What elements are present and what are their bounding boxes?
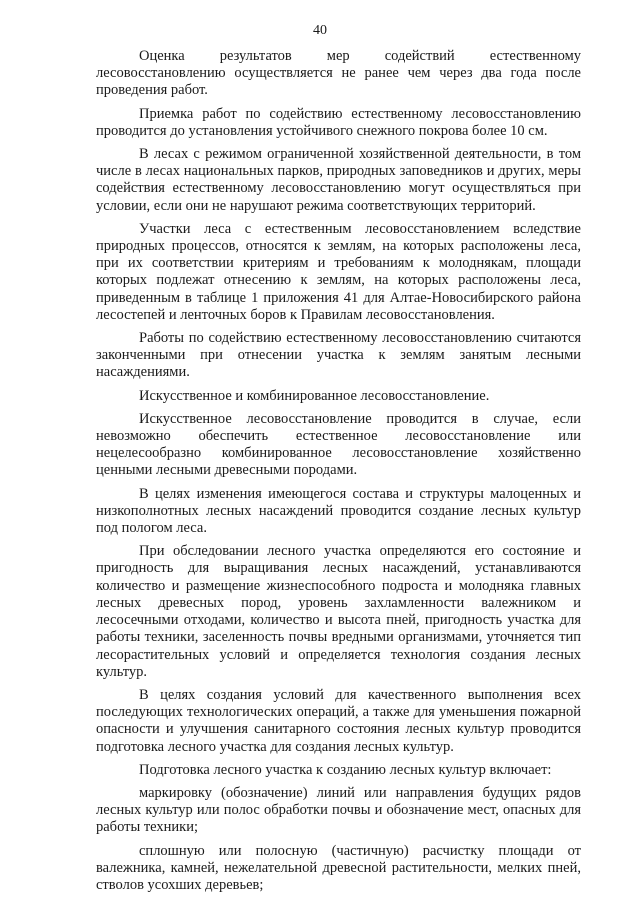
- list-item: маркировку (обозначение) линий или направления будущих рядов лесных культур или полос обработки почвы и обозначение мест, опасных для работы техники;: [96, 784, 581, 836]
- paragraph: Оценка результатов мер содействий естественному лесовосстановлению осуществляется не ранее чем через два года после проведения работ.: [96, 48, 581, 99]
- paragraph: Участки леса с естественным лесовосстановлением вследствие природных процессов, относятся к землям, на которых расположены леса, при их соответствии критериям и требованиям к молоднякам, площади которых подлежат отнесению к землям, на которых расположены леса, приведенным в таблице 1 приложения 41 для Алтае-Новосибирского района лесостепей и ленточных боров к Правилам лесовосстановления.: [96, 220, 581, 323]
- section-heading: Искусственное и комбинированное лесовосстановление.: [139, 387, 490, 404]
- paragraph: Работы по содействию естественному лесовосстановлению считаются законченными при отнесении участка к землям занятым лесными насаждениями.: [96, 330, 581, 381]
- document-body: [96, 48, 581, 894]
- paragraph: Подготовка лесного участка к созданию лесных культур включает:: [139, 761, 552, 778]
- paragraph: В лесах с режимом ограниченной хозяйственной деятельности, в том числе в лесах национальных парков, природных заповедников и других, меры содействия естественному лесовосстановлению могут осуществляться при условии, если они не нарушают режима соответствующих территорий.: [96, 146, 581, 214]
- page-number: 40: [313, 23, 327, 38]
- list-item: сплошную или полосную (частичную) расчистку площади от валежника, камней, нежелательной древесной растительности, мелких пней, стволов усохших деревьев;: [96, 842, 581, 893]
- paragraph: В целях создания условий для качественного выполнения всех последующих технологических операций, а также для уменьшения пожарной опасности и улучшения санитарного состояния лесных культур проводится подготовка лесного участка для создания лесных культур.: [96, 686, 581, 755]
- paragraph: В целях изменения имеющегося состава и структуры малоценных и низкополнотных лесных насаждений проводится создание лесных культур под пологом леса.: [96, 485, 581, 537]
- paragraph: Искусственное лесовосстановление проводится в случае, если невозможно обеспечить естественное лесовосстановление или нецелесообразно комбинированное лесовосстановление хозяйственно ценными лесными древесными породами.: [96, 410, 581, 479]
- paragraph: Приемка работ по содействию естественному лесовосстановлению проводится до установления устойчивого снежного покрова более 10 см.: [96, 105, 581, 139]
- paragraph: При обследовании лесного участка определяются его состояние и пригодность для выращивания лесных насаждений, устанавливаются количество и размещение жизнеспособного подроста и молодняка главных лесных древесных пород, уровень захламленности валежником и лесосечными отходами, количество и высота пней, пригодность участка для работы техники, заселенность почвы вредными организмами, уточняется тип лесорастительных условий и определяется технология создания лесных культур.: [96, 543, 581, 680]
